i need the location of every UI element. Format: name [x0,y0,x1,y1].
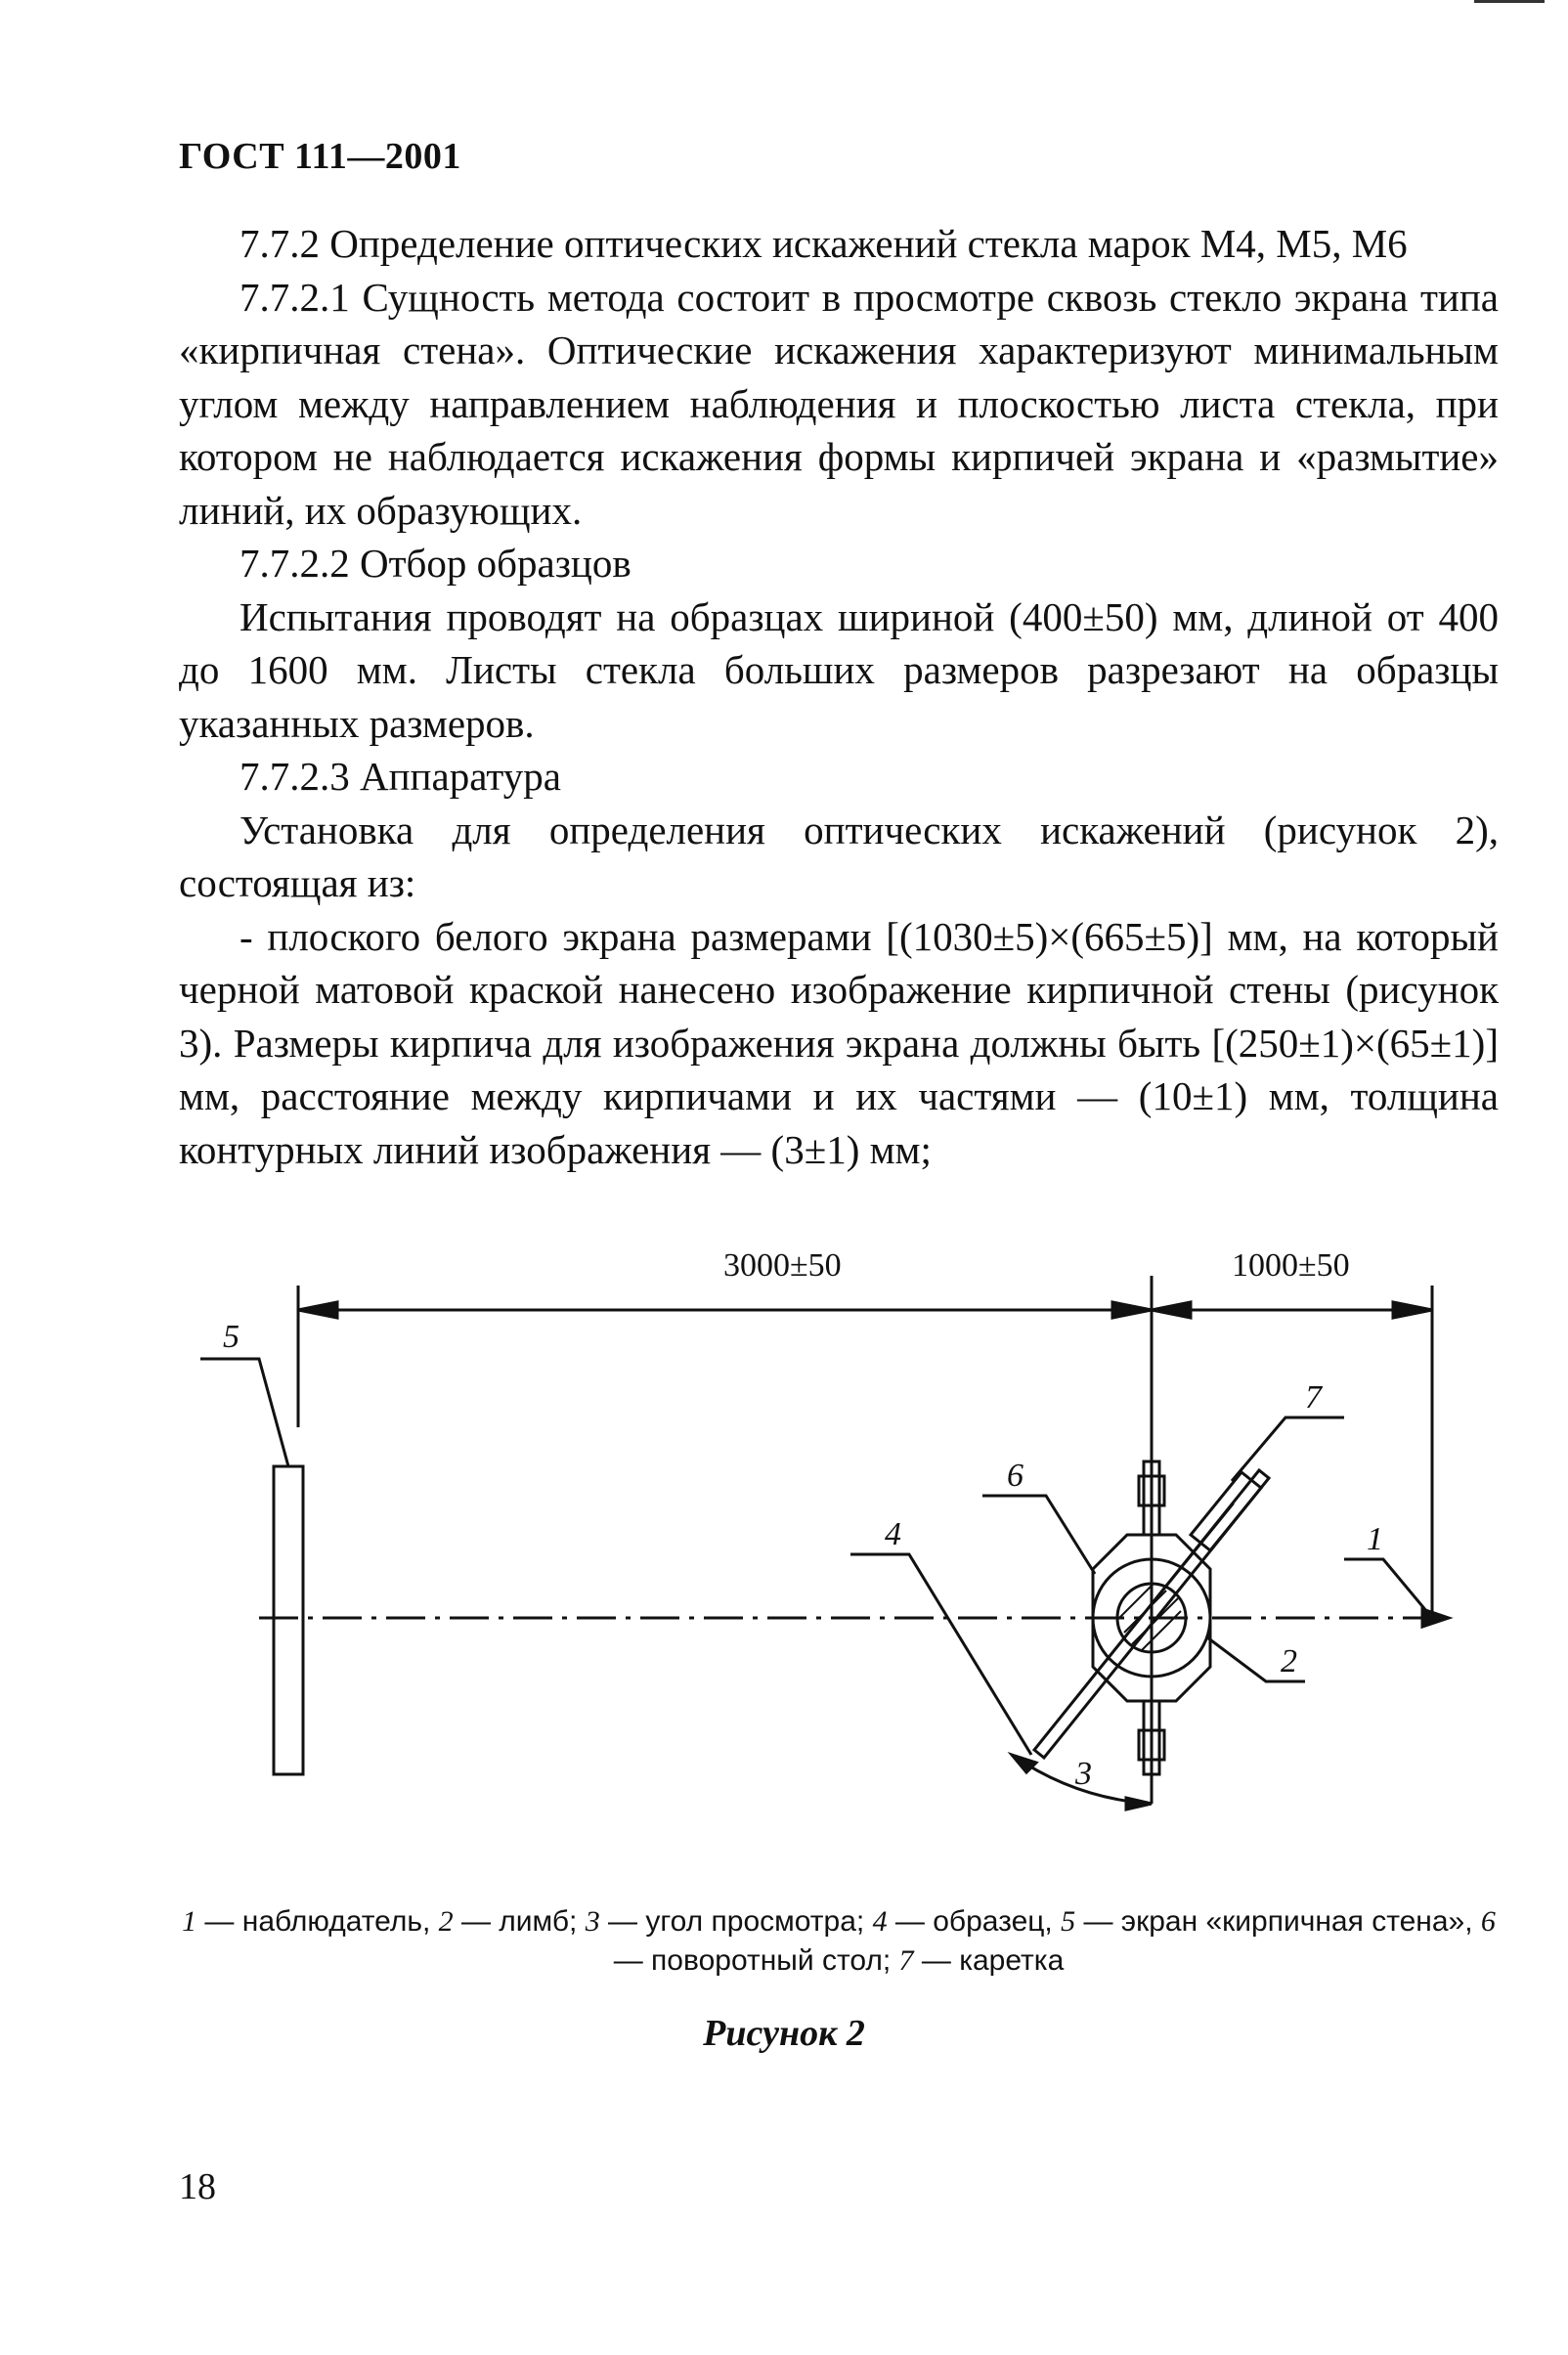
figure-caption: 1 — наблюдатель, 2 — лимб; 3 — угол просмотра; 4 — образец, 5 — экран «кирпичная стена», 6 — поворотный стол; 7 — каретка [182,1905,1496,1977]
paragraph-samples: Испытания проводят на образцах шириной (400±50) мм, длиной от 400 до 1600 мм. Листы стекла больших размеров разрезают на образцы указанных размеров. [179,593,1499,746]
dimension-arrow [1152,1302,1191,1318]
document-header: ГОСТ 111—2001 [179,136,461,177]
setup-diagram [0,1222,1568,1857]
label-1: 1 [1367,1521,1383,1557]
paragraph-apparatus: Установка для определения оптических искажений (рисунок 2), состоящая из: [179,807,1499,905]
label-3: 3 [1075,1756,1092,1792]
label-2: 2 [1281,1643,1297,1679]
body-text [179,217,1499,1176]
figure-title: Рисунок 2 [703,2013,865,2054]
figure-2-diagram [0,1222,1568,1857]
dimension-arrow [1112,1302,1152,1318]
label-4: 4 [885,1516,901,1552]
label-7: 7 [1305,1379,1322,1416]
angle-arrow [1126,1798,1152,1810]
page-number: 18 [179,2166,216,2207]
dimension-label-right: 1000±50 [1232,1247,1350,1284]
leader-1 [1344,1559,1432,1618]
angle-arrow [1012,1755,1036,1772]
paragraph-7-7-2-2: 7.7.2.2 Отбор образцов [240,541,632,586]
leader-5 [200,1359,288,1466]
label-5: 5 [223,1319,240,1355]
paragraph-7-7-2: 7.7.2 Определение оптических искажений стекла марок М4, М5, М6 [240,221,1408,266]
paragraph-screen: - плоского белого экрана размерами [(1030±5)×(665±5)] мм, на который черной матовой краской нанесено изображение кирпичной стены (рисунок 3). Размеры кирпича для изображения экрана должны быть [(250±1)×(65±1)] мм, расстояние между кирпичами и их частями — (10±1) мм, толщина контурных линий изображения — (3±1) мм; [179,913,1499,1172]
dimension-label-left: 3000±50 [723,1247,842,1284]
brick-wall-screen [274,1466,303,1774]
dimension-arrow [298,1302,337,1318]
paragraph-7-7-2-1: 7.7.2.1 Сущность метода состоит в просмотре сквозь стекло экрана типа «кирпичная стена». Оптические искажения характеризуют минимальным углом между направлением наблюдения и плоскостью листа стекла, при котором не наблюдается искажения формы кирпичей экрана и «размытие» линий, их образующих. [179,274,1499,533]
leader-7 [1232,1417,1344,1481]
leader-4 [850,1554,1031,1755]
corner-mark [1474,0,1545,3]
leader-6 [982,1496,1095,1574]
dimension-arrow [1393,1302,1432,1318]
label-6: 6 [1007,1458,1024,1494]
paragraph-7-7-2-3: 7.7.2.3 Аппаратура [240,754,561,799]
